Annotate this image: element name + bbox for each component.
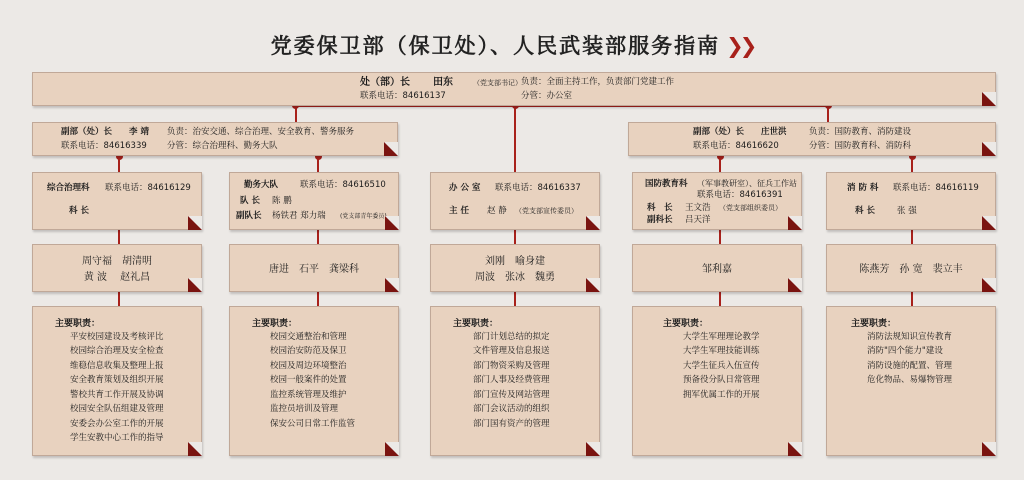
page-fold-icon: [982, 278, 996, 292]
dept-lead-role: 科 长: [647, 203, 673, 213]
dept-name: 消 防 科: [847, 183, 879, 193]
dept-phone: 联系电话：84616391: [697, 190, 783, 200]
dept-header-box: [32, 172, 202, 230]
duty-item: 部门人事及经费管理: [473, 375, 550, 386]
dept-name: 国防教育科: [645, 179, 688, 189]
duties-list: [867, 330, 952, 388]
duties-title: 主要职责：: [663, 319, 709, 329]
deputy-right-phone: 联系电话：84616620: [693, 141, 779, 151]
connector: [911, 157, 913, 173]
deputy-left-manage: 分管：综合治理科、勤务大队: [167, 141, 278, 151]
duty-item: 校园交通整治和管理: [270, 332, 347, 342]
dept-phone: 联系电话：84616129: [105, 183, 191, 193]
duties-list: [70, 330, 164, 446]
dept-lead-role: 科 长: [855, 206, 875, 216]
dept-name: 综合治理科: [47, 183, 90, 193]
deputy-left-role: 副部（处）长: [61, 127, 113, 137]
director-phone: 联系电话：84616137: [360, 91, 446, 101]
dept-lead-note: （党支部组织委员）: [719, 204, 782, 212]
duty-item: 校园综合治理及安全检查: [70, 346, 164, 357]
staff-list: [633, 262, 801, 278]
duties-title: 主要职责：: [453, 319, 499, 329]
dept-lead2-note: (党支部青年委员): [340, 213, 387, 220]
duty-item: 校园一般案件的处置: [270, 375, 347, 386]
duties-title: 主要职责：: [252, 319, 298, 329]
page-fold-icon: [188, 442, 202, 456]
connector: [719, 230, 721, 244]
dept-header-box: [229, 172, 399, 230]
duties-title: 主要职责：: [851, 319, 897, 329]
duty-item: 大学生军理技能训练: [683, 346, 760, 357]
deputy-right-role: 副部（处）长: [693, 127, 745, 137]
deputy-left-name: 李 靖: [129, 127, 149, 137]
dept-phone: 联系电话：84616337: [495, 183, 581, 193]
dept-duties-box: [632, 306, 802, 456]
dept-duties-box: [826, 306, 996, 456]
page-fold-icon: [385, 216, 399, 230]
dept-lead-name: 王文浩: [685, 203, 711, 213]
duties-title: 主要职责：: [55, 319, 101, 329]
dept-name: 勤务大队: [244, 180, 279, 190]
dept-phone: 联系电话：84616510: [300, 180, 386, 190]
duties-list: [270, 330, 355, 431]
connector: [827, 105, 829, 123]
connector: [514, 105, 516, 173]
duty-item: 维稳信息收集及整理上报: [70, 360, 164, 371]
page-fold-icon: [384, 142, 398, 156]
title-text: 党委保卫部（保卫处）、人民武装部服务指南: [270, 34, 721, 58]
duty-item: 文件管理及信息报送: [473, 346, 550, 357]
connector: [317, 292, 319, 306]
staff-list: [33, 254, 201, 285]
director-name: 田东: [433, 77, 453, 88]
connector: [911, 292, 913, 306]
connector: [514, 230, 516, 244]
page-fold-icon: [586, 216, 600, 230]
staff-line: 邹利嘉: [702, 264, 732, 275]
page-fold-icon: [188, 216, 202, 230]
dept-lead2-role: 副科长: [647, 215, 673, 225]
dept-staff-box: [430, 244, 600, 292]
page-fold-icon: [788, 442, 802, 456]
page-fold-icon: [982, 92, 996, 106]
duty-item: 部门国有资产的管理: [473, 418, 550, 429]
staff-list: [230, 262, 398, 278]
dept-lead-name: 张 强: [897, 206, 917, 216]
dept-header-box: [826, 172, 996, 230]
director-note: （党支部书记）: [473, 79, 522, 87]
deputy-left-box: [32, 122, 398, 156]
page-fold-icon: [586, 442, 600, 456]
dept-duties-box: [229, 306, 399, 456]
duties-list: [473, 330, 550, 431]
duty-item: 监控系统管理及维护: [270, 389, 347, 400]
double-chevron-icon: ❯❯: [726, 34, 754, 58]
page-fold-icon: [788, 278, 802, 292]
duty-item: 消防法规知识宣传教育: [867, 332, 953, 342]
duty-item: 校园安全队伍组建及管理: [70, 404, 164, 415]
staff-list: [431, 254, 599, 285]
duty-item: 警校共育工作开展及协调: [70, 389, 164, 400]
page-fold-icon: [385, 278, 399, 292]
dept-lead-role: 主 任: [449, 206, 469, 216]
connector: [911, 230, 913, 244]
page-fold-icon: [982, 142, 996, 156]
staff-line: 黄 波 赵礼昌: [83, 271, 151, 283]
duty-item: 部门宣传及网站管理: [473, 389, 550, 400]
deputy-right-duty: 负责：国防教育、消防建设: [809, 127, 912, 137]
staff-line: 唐进 石平 龚梁科: [269, 264, 359, 275]
page-title: [0, 30, 1024, 60]
duty-item: 监控员培训及管理: [270, 404, 339, 415]
deputy-left-phone: 联系电话：84616339: [61, 141, 147, 151]
connector: [317, 157, 319, 173]
staff-line: 陈燕芳 孙 宽 裴立丰: [859, 264, 963, 275]
dept-lead2-name: 吕天洋: [685, 215, 711, 225]
duty-item: 拥军优属工作的开展: [683, 389, 760, 400]
duty-item: 部门计划总结的拟定: [473, 332, 550, 342]
dept-phone: 联系电话：84616119: [893, 183, 979, 193]
duty-item: 安委会办公室工作的开展: [70, 418, 164, 429]
duty-item: 部门会议活动的组织: [473, 404, 550, 415]
duty-item: 消防设施的配置、管理: [867, 360, 953, 371]
dept-lead-role: 科 长: [69, 206, 89, 216]
dept-lead2-role: 副队长: [236, 211, 262, 221]
duty-item: 校园及周边环境整治: [270, 360, 347, 371]
connector: [295, 105, 297, 123]
dept-duties-box: [430, 306, 600, 456]
duty-item: 大学生军理理论教学: [683, 332, 760, 342]
dept-lead2-name: 杨铁君 郑力瑞: [272, 211, 326, 221]
deputy-right-box: [628, 122, 996, 156]
connector: [118, 230, 120, 244]
dept-name-note: （军事教研室）、征兵工作站: [697, 179, 797, 188]
dept-lead-note: （党支部宣传委员）: [515, 207, 578, 215]
dept-lead-name: 赵 静: [487, 206, 507, 216]
dept-staff-box: [32, 244, 202, 292]
dept-lead-role: 队 长: [240, 196, 260, 206]
director-role: 处（部）长: [360, 77, 410, 88]
connector: [719, 157, 721, 173]
connector: [719, 292, 721, 306]
dept-duties-box: [32, 306, 202, 456]
duty-item: 大学生征兵入伍宣传: [683, 360, 760, 371]
connector: [317, 230, 319, 244]
director-box: [32, 72, 996, 106]
staff-line: 周守福 胡清明: [82, 256, 152, 267]
page-fold-icon: [982, 216, 996, 230]
dept-staff-box: [632, 244, 802, 292]
duty-item: 保安公司日常工作监管: [270, 418, 356, 429]
page-fold-icon: [788, 216, 802, 230]
duty-item: 学生安教中心工作的指导: [70, 433, 164, 444]
staff-list: [827, 262, 995, 278]
dept-staff-box: [826, 244, 996, 292]
connector: [514, 292, 516, 306]
page-fold-icon: [385, 442, 399, 456]
deputy-left-duty: 负责：治安交通、综合治理、安全教育、警务服务: [167, 127, 355, 137]
dept-header-box: [632, 172, 802, 230]
deputy-right-name: 庄世洪: [761, 127, 787, 137]
duty-item: 部门物资采购及管理: [473, 360, 550, 371]
duty-item: 预备役分队日常管理: [683, 375, 760, 386]
duty-item: 消防"四个能力"建设: [867, 346, 943, 357]
duty-item: 安全教育策划及组织开展: [70, 375, 164, 386]
page-fold-icon: [586, 278, 600, 292]
duty-item: 危化物品、易爆物管理: [867, 375, 953, 386]
duty-item: 平安校园建设及考核评比: [70, 332, 164, 342]
dept-header-box: [430, 172, 600, 230]
director-manage: 分管：办公室: [521, 91, 573, 101]
connector: [118, 292, 120, 306]
director-duty: 负责：全面主持工作，负责部门党建工作: [521, 77, 675, 87]
page-fold-icon: [982, 442, 996, 456]
dept-name: 办 公 室: [449, 183, 481, 193]
deputy-right-manage: 分管：国防教育科、消防科: [809, 141, 912, 151]
dept-lead-name: 陈 鹏: [272, 196, 292, 206]
page-fold-icon: [188, 278, 202, 292]
staff-line: 周波 张冰 魏勇: [475, 271, 555, 283]
duties-list: [683, 330, 760, 402]
duty-item: 校园治安防范及保卫: [270, 346, 347, 357]
connector: [118, 157, 120, 173]
staff-line: 刘刚 喻身建: [485, 256, 545, 267]
dept-staff-box: [229, 244, 399, 292]
